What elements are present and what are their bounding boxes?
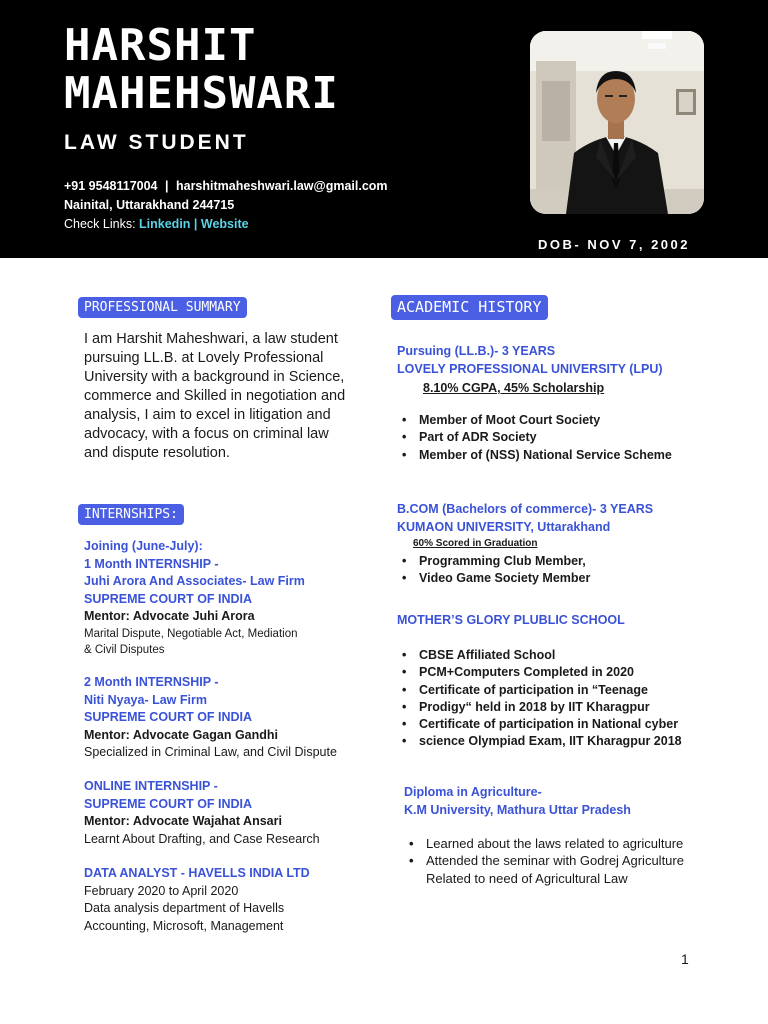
internship-type: ONLINE INTERNSHIP - bbox=[84, 779, 218, 793]
internship-description: Marital Dispute, Negotiable Act, Mediation bbox=[84, 627, 298, 640]
profile-photo-illustration bbox=[530, 31, 704, 214]
name-line-2: MAHEHSWARI bbox=[64, 68, 339, 119]
diploma-title: Diploma in Agriculture- bbox=[404, 785, 542, 799]
internship-description: Data analysis department of Havells bbox=[84, 901, 285, 915]
school-name: MOTHER’S GLORY PLUBLIC SCHOOL bbox=[397, 613, 625, 627]
summary-line: analysis, I aim to excel in litigation and bbox=[84, 407, 331, 423]
internship-role: DATA ANALYST - HAVELLS INDIA LTD bbox=[84, 866, 310, 880]
school-achievements-list bbox=[397, 647, 682, 751]
list-item: • Prodigy“ held in 2018 by IIT Kharagpur bbox=[397, 699, 682, 716]
list-item bbox=[404, 852, 684, 887]
name-line-1: HARSHIT bbox=[64, 20, 257, 71]
phone-number: +91 9548117004 bbox=[64, 179, 158, 193]
links-separator: | bbox=[190, 217, 201, 231]
internship-description: Learnt About Drafting, and Case Research bbox=[84, 831, 320, 846]
website-link[interactable]: Website bbox=[200, 217, 249, 231]
education-bcom bbox=[397, 501, 653, 552]
internship-niti-nyaya bbox=[84, 674, 337, 762]
summary-line: University with a background in Science, bbox=[84, 369, 345, 385]
degree-score: 60% Scored in Graduation bbox=[413, 538, 538, 549]
resume-header bbox=[0, 0, 768, 258]
diploma-notes-list bbox=[404, 835, 684, 887]
list-item: • PCM+Computers Completed in 2020 bbox=[397, 664, 682, 681]
internship-mentor: Mentor: Advocate Juhi Arora bbox=[84, 609, 255, 623]
internship-online bbox=[84, 778, 320, 848]
internship-duration: 2 Month INTERNSHIP - bbox=[84, 675, 219, 689]
candidate-name bbox=[64, 22, 339, 118]
email-address: harshitmaheshwari.law@gmail.com bbox=[175, 179, 388, 193]
internship-court: SUPREME COURT OF INDIA bbox=[84, 591, 253, 606]
internship-firm: Niti Nyaya- Law Firm bbox=[84, 692, 207, 707]
summary-line: commerce and Skilled in negotiation and bbox=[84, 388, 346, 404]
internship-timing: Joining (June-July): bbox=[84, 539, 203, 553]
degree-title: B.COM (Bachelors of commerce)- 3 YEARS bbox=[397, 502, 654, 516]
location: Nainital, Uttarakhand 244715 bbox=[64, 198, 235, 212]
professional-summary-text bbox=[84, 330, 345, 463]
institution-name: LOVELY PROFESSIONAL UNIVERSITY (LPU) bbox=[397, 361, 663, 376]
internship-description: & Civil Disputes bbox=[84, 643, 165, 656]
list-item: • science Olympiad Exam, IIT Kharagpur 2018 bbox=[397, 733, 682, 750]
institution-name: KUMAON UNIVERSITY, Uttarakhand bbox=[397, 519, 611, 534]
phone-email-line bbox=[64, 177, 388, 196]
summary-line: I am Harshit Maheshwari, a law student bbox=[84, 331, 338, 347]
internship-mentor: Mentor: Advocate Gagan Gandhi bbox=[84, 727, 279, 742]
internship-havells bbox=[84, 865, 310, 935]
summary-line: and dispute resolution. bbox=[84, 445, 230, 461]
professional-summary-heading: PROFESSIONAL SUMMARY bbox=[78, 297, 247, 318]
internships-heading: INTERNSHIPS: bbox=[78, 504, 184, 525]
summary-line: advocacy, with a focus on criminal law bbox=[84, 426, 329, 442]
job-title: LAW STUDENT bbox=[64, 131, 249, 154]
list-item: • Certificate of participation in “Teenage bbox=[397, 682, 682, 699]
links-line bbox=[64, 215, 388, 234]
links-label: Check Links: bbox=[64, 217, 140, 231]
list-item: • Member of Moot Court Society bbox=[397, 412, 672, 429]
degree-score: 8.10% CGPA, 45% Scholarship bbox=[423, 381, 605, 395]
bcom-activities-list bbox=[397, 553, 590, 588]
education-diploma bbox=[404, 784, 631, 819]
education-school bbox=[397, 612, 625, 630]
list-item: • Member of (NSS) National Service Scheme bbox=[397, 447, 672, 464]
contact-block bbox=[64, 177, 388, 234]
list-item: • CBSE Affiliated School bbox=[397, 647, 682, 664]
list-item-line: Related to need of Agricultural Law bbox=[426, 870, 628, 886]
llb-activities-list bbox=[397, 412, 672, 464]
list-item: • Learned about the laws related to agriculture bbox=[404, 835, 684, 852]
list-item: • Video Game Society Member bbox=[397, 570, 590, 587]
degree-title: Pursuing (LL.B.)- 3 YEARS bbox=[397, 344, 556, 358]
internship-firm: Juhi Arora And Associates- Law Firm bbox=[84, 574, 305, 588]
list-item: • Certificate of participation in National cyber bbox=[397, 716, 682, 733]
internship-juhi-arora bbox=[84, 538, 305, 658]
internship-dates: February 2020 to April 2020 bbox=[84, 883, 239, 898]
internship-court: SUPREME COURT OF INDIA bbox=[84, 796, 253, 811]
summary-line: pursuing LL.B. at Lovely Professional bbox=[84, 350, 324, 366]
internship-skills: Accounting, Microsoft, Management bbox=[84, 918, 284, 933]
internship-mentor: Mentor: Advocate Wajahat Ansari bbox=[84, 814, 282, 828]
internship-court: SUPREME COURT OF INDIA bbox=[84, 710, 253, 724]
list-item-line: • Attended the seminar with Godrej Agriculture bbox=[426, 853, 684, 869]
internship-duration: 1 Month INTERNSHIP - bbox=[84, 556, 219, 571]
list-item: • Part of ADR Society bbox=[397, 429, 672, 446]
list-item: • Programming Club Member, bbox=[397, 553, 590, 570]
education-llb bbox=[397, 343, 663, 398]
diploma-institution: K.M University, Mathura Uttar Pradesh bbox=[404, 802, 631, 817]
linkedin-link[interactable]: Linkedin bbox=[139, 217, 191, 231]
internship-description: Specialized in Criminal Law, and Civil Dispute bbox=[84, 745, 337, 759]
profile-photo bbox=[530, 31, 704, 214]
page-number: 1 bbox=[681, 951, 689, 967]
contact-separator: | bbox=[165, 179, 169, 193]
date-of-birth: DOB- NOV 7, 2002 bbox=[538, 237, 690, 252]
academic-history-heading: ACADEMIC HISTORY bbox=[391, 295, 548, 320]
